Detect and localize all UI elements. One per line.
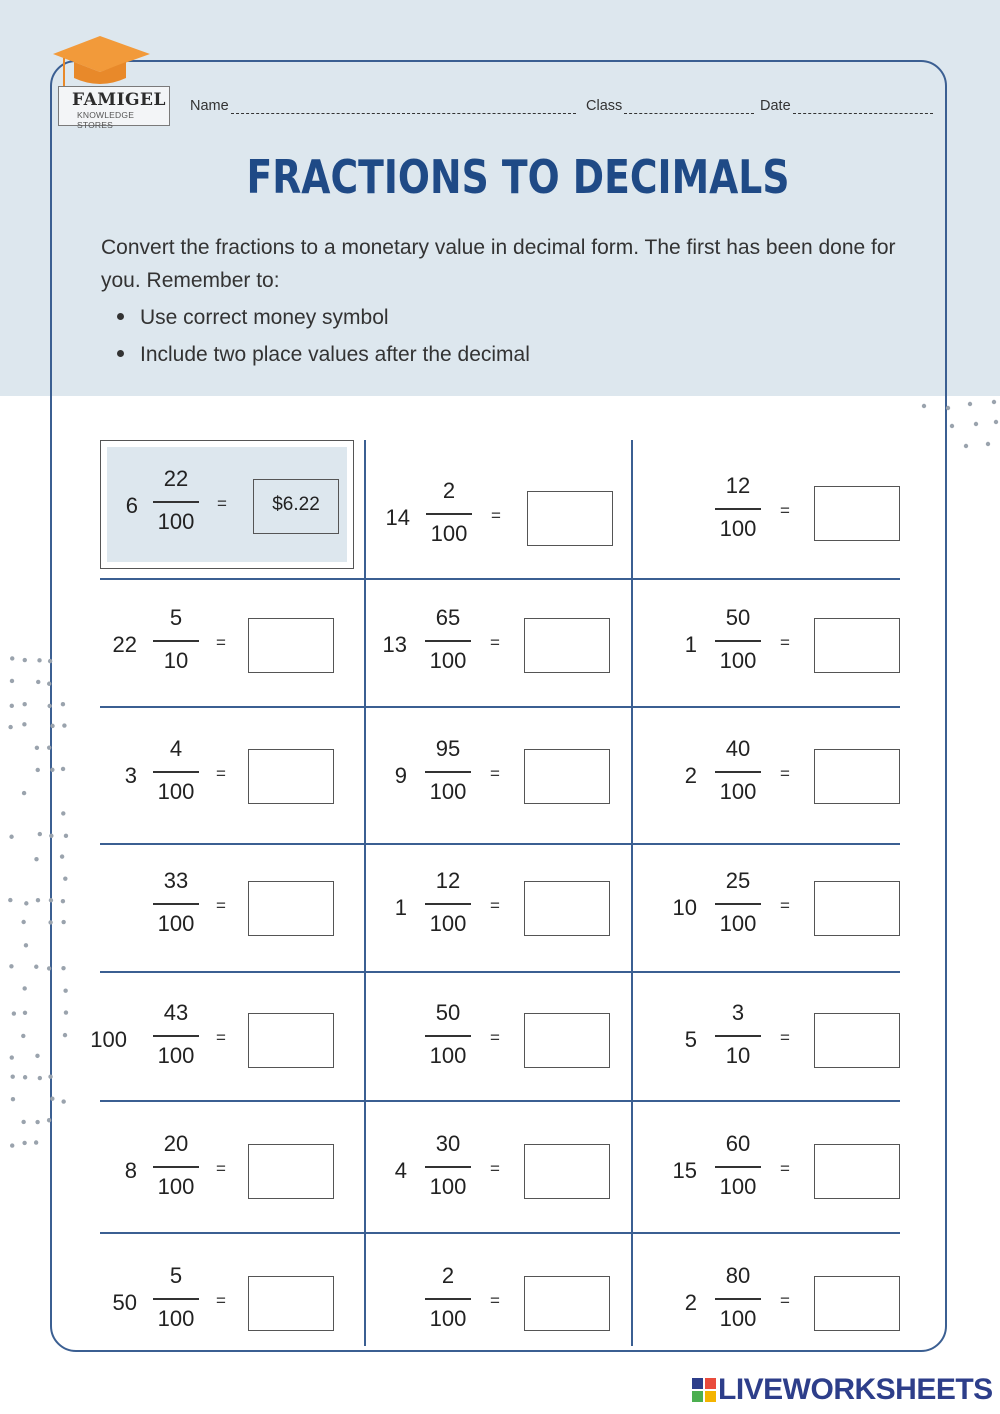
equals-sign: = (490, 633, 500, 652)
fraction-bar (715, 640, 761, 642)
denominator: 100 (719, 911, 757, 936)
answer-box[interactable] (814, 1144, 900, 1199)
decorative-dot (64, 1010, 68, 1014)
equals-sign: = (216, 1159, 226, 1178)
whole-number: 9 (394, 763, 407, 788)
decorative-dots (0, 650, 80, 1170)
decorative-dot (23, 1011, 27, 1015)
whole-number: 4 (394, 1158, 407, 1183)
equals-sign: = (780, 1291, 790, 1310)
decorative-dot (12, 1011, 16, 1015)
equals-sign: = (780, 1159, 790, 1178)
equals-sign: = (490, 1028, 500, 1047)
watermark-text: LIVEWORKSHEETS (718, 1373, 993, 1406)
whole-number: 3 (124, 763, 137, 788)
decorative-dot (986, 442, 990, 446)
decorative-dot (34, 965, 38, 969)
bullet-item (117, 306, 389, 330)
fraction-bar (715, 771, 761, 773)
denominator: 100 (430, 521, 468, 546)
decorative-dot (8, 725, 12, 729)
example-answer-box: $6.22 (253, 479, 339, 534)
decorative-dot (11, 1074, 15, 1078)
numerator: 3 (731, 1000, 745, 1025)
decorative-dot (50, 768, 54, 772)
date-line[interactable] (793, 101, 933, 114)
decorative-dot (8, 898, 12, 902)
decorative-dot (22, 1141, 26, 1145)
numerator: 50 (725, 605, 751, 630)
equals-sign: = (490, 1291, 500, 1310)
decorative-dot (10, 704, 14, 708)
answer-box[interactable] (524, 1276, 610, 1331)
answer-box[interactable] (248, 1013, 334, 1068)
numerator: 5 (169, 1263, 183, 1288)
numerator: 95 (435, 736, 461, 761)
denominator: 100 (719, 648, 757, 673)
denominator: 100 (157, 779, 195, 804)
equals-sign: = (780, 633, 790, 652)
decorative-dot (9, 835, 13, 839)
numerator: 80 (725, 1263, 751, 1288)
decorative-dot (35, 746, 39, 750)
denominator: 100 (429, 1306, 467, 1331)
whole-number: 8 (124, 1158, 137, 1183)
grid-divider (631, 440, 633, 1346)
equals-sign: = (491, 506, 501, 525)
decorative-dot (23, 1075, 27, 1079)
equals-sign: = (490, 1159, 500, 1178)
decorative-dot (992, 400, 996, 404)
decorative-dot (63, 1033, 67, 1037)
decorative-dot (968, 402, 972, 406)
whole-number: 5 (684, 1027, 697, 1052)
denominator: 100 (429, 1043, 467, 1068)
grid-divider (364, 440, 366, 1346)
numerator: 5 (169, 605, 183, 630)
numerator: 2 (442, 478, 456, 503)
answer-box[interactable] (524, 881, 610, 936)
decorative-dot (946, 406, 950, 410)
equals-sign: = (780, 764, 790, 783)
fraction-bar (425, 640, 471, 642)
grid-divider (100, 1100, 900, 1102)
date-field[interactable] (760, 98, 933, 114)
whole-number: 13 (382, 632, 407, 657)
decorative-dot (10, 1143, 14, 1147)
numerator: 50 (435, 1000, 461, 1025)
whole-number: 6 (125, 493, 138, 518)
fraction-bar (153, 903, 199, 905)
bullet-text: Use correct money symbol (140, 306, 389, 329)
equals-sign: = (216, 764, 226, 783)
equals-sign: = (780, 1028, 790, 1047)
answer-box[interactable] (814, 1276, 900, 1331)
grid-divider (100, 971, 900, 973)
equals-sign: = (216, 1291, 226, 1310)
decorative-dot (48, 1075, 52, 1079)
answer-box[interactable] (248, 1144, 334, 1199)
answer-box[interactable] (524, 1013, 610, 1068)
decorative-dot (974, 422, 978, 426)
fraction-bar (425, 903, 471, 905)
decorative-dot (922, 404, 926, 408)
fraction-bar (715, 1035, 761, 1037)
date-label: Date (760, 98, 791, 114)
logo-name: FAMIGEL (72, 90, 166, 110)
numerator: 60 (725, 1131, 751, 1156)
denominator: 100 (719, 779, 757, 804)
decorative-dot (35, 1054, 39, 1058)
class-line[interactable] (624, 101, 754, 114)
whole-number: 1 (394, 895, 407, 920)
decorative-dot (22, 791, 26, 795)
famigel-logo (50, 34, 172, 128)
fraction-bar (153, 771, 199, 773)
name-line[interactable] (231, 101, 576, 114)
decorative-dot (11, 1097, 15, 1101)
fraction-bar (715, 1298, 761, 1300)
decorative-dot (34, 1140, 38, 1144)
decorative-dot (21, 1120, 25, 1124)
decorative-dot (10, 656, 14, 660)
decorative-dot (61, 899, 65, 903)
grid-divider (100, 706, 900, 708)
decorative-dot (35, 1120, 39, 1124)
equals-sign: = (780, 501, 790, 520)
liveworksheets-logo-icon (692, 1378, 716, 1402)
equals-sign: = (216, 896, 226, 915)
decorative-dot (47, 1118, 51, 1122)
decorative-dot (994, 420, 998, 424)
numerator: 2 (441, 1263, 455, 1288)
decorative-dot (24, 901, 28, 905)
denominator: 100 (157, 1174, 195, 1199)
worksheet-title: FRACTIONS TO DECIMALS (246, 150, 790, 204)
class-field[interactable] (586, 98, 754, 114)
denominator: 100 (429, 1174, 467, 1199)
bullet-text: Include two place values after the decimal (140, 343, 530, 366)
denominator: 100 (719, 516, 757, 541)
decorative-dot (37, 658, 41, 662)
decorative-dot (36, 768, 40, 772)
denominator: 100 (719, 1174, 757, 1199)
answer-box[interactable] (248, 1276, 334, 1331)
whole-number: 15 (672, 1158, 697, 1183)
decorative-dot (21, 1034, 25, 1038)
decorative-dot (38, 1076, 42, 1080)
decorative-dot (36, 680, 40, 684)
fraction-bar (425, 771, 471, 773)
decorative-dot (38, 832, 42, 836)
whole-number: 22 (112, 632, 137, 657)
whole-number: 1 (684, 632, 697, 657)
denominator: 100 (157, 509, 195, 534)
decorative-dot (24, 943, 28, 947)
whole-number: 2 (684, 763, 697, 788)
decorative-dot (63, 876, 67, 880)
bullet-item (117, 343, 530, 367)
fraction-bar (715, 903, 761, 905)
numerator: 25 (725, 868, 751, 893)
decorative-dots (918, 396, 1000, 456)
answer-box[interactable] (248, 881, 334, 936)
answer-box[interactable] (527, 491, 613, 546)
answer-box[interactable] (248, 618, 334, 673)
numerator: 30 (435, 1131, 461, 1156)
fraction-bar (153, 1166, 199, 1168)
equals-sign: = (490, 896, 500, 915)
whole-number: 100 (90, 1027, 127, 1052)
decorative-dot (10, 679, 14, 683)
class-label: Class (586, 98, 623, 114)
decorative-dot (23, 658, 27, 662)
denominator: 100 (429, 779, 467, 804)
fraction-bar (425, 1166, 471, 1168)
decorative-dot (63, 989, 67, 993)
decorative-dot (47, 966, 51, 970)
answer-box[interactable] (524, 1144, 610, 1199)
decorative-dot (48, 659, 52, 663)
answer-box[interactable] (524, 749, 610, 804)
decorative-dot (10, 1055, 14, 1059)
decorative-dot (964, 444, 968, 448)
denominator: 100 (157, 911, 195, 936)
equals-sign: = (216, 1028, 226, 1047)
denominator: 100 (429, 911, 467, 936)
numerator: 12 (435, 868, 461, 893)
answer-box[interactable] (524, 618, 610, 673)
liveworksheets-watermark (692, 1373, 993, 1407)
decorative-dot (22, 702, 26, 706)
fraction-bar (153, 501, 199, 503)
answer-box[interactable] (814, 486, 900, 541)
decorative-dot (47, 745, 51, 749)
numerator: 20 (163, 1131, 189, 1156)
fraction-bar (153, 640, 199, 642)
fraction-bar (153, 1298, 199, 1300)
numerator: 43 (163, 1000, 189, 1025)
fraction-bar (426, 513, 472, 515)
numerator: 33 (163, 868, 189, 893)
answer-box[interactable] (248, 749, 334, 804)
decorative-dot (62, 723, 66, 727)
answer-box[interactable] (814, 749, 900, 804)
fraction-bar (153, 1035, 199, 1037)
decorative-dot (61, 920, 65, 924)
grid-divider (100, 1232, 900, 1234)
fraction-bar (715, 1166, 761, 1168)
numerator: 40 (725, 736, 751, 761)
decorative-dot (49, 898, 53, 902)
decorative-dot (21, 920, 25, 924)
denominator: 100 (157, 1306, 195, 1331)
denominator: 100 (157, 1043, 195, 1068)
equals-sign: = (780, 896, 790, 915)
decorative-dot (22, 722, 26, 726)
whole-number: 14 (385, 505, 410, 530)
denominator: 10 (725, 1043, 751, 1068)
decorative-dot (64, 834, 68, 838)
denominator: 100 (429, 648, 467, 673)
fraction-bar (715, 508, 761, 510)
equals-sign: = (216, 633, 226, 652)
whole-number: 50 (112, 1290, 137, 1315)
decorative-dot (61, 767, 65, 771)
name-field[interactable] (190, 98, 576, 114)
logo-subtitle: KNOWLEDGE STORES (77, 110, 135, 130)
decorative-dot (50, 1097, 54, 1101)
decorative-dot (61, 811, 65, 815)
fraction-bar (425, 1035, 471, 1037)
decorative-dot (61, 702, 65, 706)
decorative-dot (47, 704, 51, 708)
decorative-dot (22, 986, 26, 990)
answer-box[interactable] (814, 1013, 900, 1068)
decorative-dot (48, 920, 52, 924)
name-label: Name (190, 98, 229, 114)
numerator: 12 (725, 473, 751, 498)
decorative-dot (36, 898, 40, 902)
grid-divider (100, 578, 900, 580)
numerator: 65 (435, 605, 461, 630)
decorative-dot (61, 1099, 65, 1103)
decorative-dot (60, 854, 64, 858)
equals-sign: = (217, 494, 227, 513)
answer-box[interactable] (814, 618, 900, 673)
decorative-dot (49, 834, 53, 838)
instructions-text: Convert the fractions to a monetary value in decimal form. The first has been done for you. Remember to: (101, 236, 896, 292)
denominator: 10 (163, 648, 189, 673)
grid-divider (100, 843, 900, 845)
decorative-dot (9, 964, 13, 968)
decorative-dot (950, 424, 954, 428)
decorative-dot (50, 724, 54, 728)
whole-number: 10 (672, 895, 697, 920)
denominator: 100 (719, 1306, 757, 1331)
fraction-bar (425, 1298, 471, 1300)
decorative-dot (34, 857, 38, 861)
decorative-dot (61, 966, 65, 970)
decorative-dot (47, 682, 51, 686)
numerator: 4 (169, 736, 183, 761)
answer-box[interactable] (814, 881, 900, 936)
numerator: 22 (163, 466, 189, 491)
equals-sign: = (490, 764, 500, 783)
whole-number: 2 (684, 1290, 697, 1315)
